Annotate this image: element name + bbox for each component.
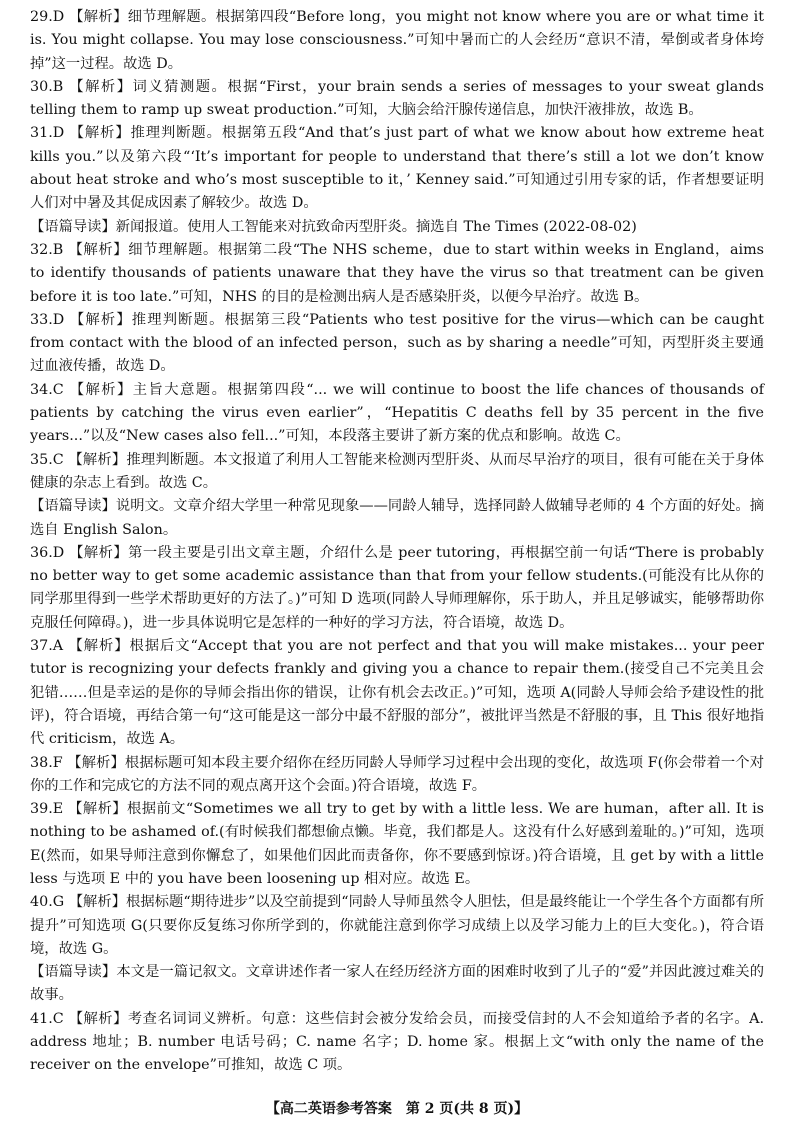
answer-31: 31.D 【解析】推理判断题。根据第五段“And that’s just part of what we know about how extreme heat kills you.”以及第六段“‘It’s important for people to understand that there’s still a lot we don’t know about heat stroke and who’s most susceptible to it，’ Kenney said.”可知通过引用专家的话，作者想要证明人们对中暑及其促成因素了解较少。故选 D。 bbox=[30, 125, 764, 212]
answer-38: 38.F 【解析】根据标题可知本段主要介绍你在经历同龄人导师学习过程中会出现的变化，故选项 F(你会带着一个对你的工作和完成它的方法不同的观点离开这个会面。)符合语境，故选 F。 bbox=[30, 754, 764, 794]
answer-40: 40.G 【解析】根据标题“期待进步”以及空前提到“同龄人导师虽然令人胆怯，但是最终能让一个学生各个方面都有所提升”可知选项 G(只要你反复练习你所学到的，你就能注意到你学习成绩上以及学习能力上的巨大变化。)，符合语境，故选 G。 bbox=[30, 894, 764, 957]
answer-37: 37.A 【解析】根据后文“Accept that you are not perfect and that you will make mistakes... your peer tutor is recognizing your defects frankly and giving you a chance to repair them.(接受自己不完美且会犯错……但是幸运的是你的导师会指出你的错误，让你有机会去改正。)”可知，选项 A(同龄人导师会给予建设性的批评)，符合语境，再结合第一句“这可能是这一部分中最不舒服的部分”，被批评当然是不舒服的事，且 This 很好地指代 criticism，故选 A。 bbox=[30, 638, 764, 748]
passage-guide-times: 【语篇导读】新闻报道。使用人工智能来对抗致命丙型肝炎。摘选自 The Times (2022-08-02) bbox=[30, 218, 637, 235]
answer-29: 29.D 【解析】细节理解题。根据第四段“Before long，you might not know where you are or what time it is. You might collapse. You may lose consciousness.”可知中暑而亡的人会经历“意识不清，晕倒或者身体垮掉”这一过程。故选 D。 bbox=[30, 9, 764, 72]
answer-39: 39.E 【解析】根据前文“Sometimes we all try to get by with a little less. We are human，after all. It is nothing to be ashamed of.(有时候我们都想偷点懒。毕竟，我们都是人。这没有什么好感到羞耻的。)”可知，选项 E(然而，如果导师注意到你懈怠了，如果他们因此而责备你，你不要感到惊讶。)符合语境，且 get by with a little less 与选项 E 中的 you have been loosening up 相对应。故选 E。 bbox=[30, 801, 764, 887]
answer-41: 41.C 【解析】考查名词词义辨析。句意：这些信封会被分发给会员，而接受信封的人不会知道给予者的名字。A. address 地址；B. number 电话号码；C. name 名字；D. home 家。根据上文“with only the name of the receiver on the envelope”可推知，故选 C 项。 bbox=[30, 1010, 764, 1074]
page-footer: 【高二英语参考答案 第 2 页(共 8 页)】 bbox=[265, 1101, 529, 1117]
answer-30: 30.B 【解析】词义猜测题。根据“First，your brain sends a series of messages to your sweat glands telling them to ramp up sweat production.”可知，大脑会给汗腺传递信息，加快汗液排放，故选 B。 bbox=[30, 78, 764, 119]
answer-33: 33.D 【解析】推理判断题。根据第三段“Patients who test positive for the virus—which can be caught from contact with the blood of an infected person，such as by sharing a needle”可知，丙型肝炎主要通过血液传播，故选 D。 bbox=[30, 311, 764, 375]
answer-36: 36.D 【解析】第一段主要是引出文章主题，介绍什么是 peer tutoring，再根据空前一句话“There is probably no better way to get some academic assistance than that from your fellow students.(可能没有比从你的同学那里得到一些学术帮助更好的方法了。)”可知 D 选项(同龄人导师理解你，乐于助人，并且足够诚实，能够帮助你克服任何障碍。)，进一步具体说明它是怎样的一种好的学习方法，符合语境，故选 D。 bbox=[30, 544, 764, 631]
passage-guide-english-salon: 【语篇导读】说明文。文章介绍大学里一种常见现象——同龄人辅导，选择同龄人做辅导老师的 4 个方面的好处。摘选自 English Salon。 bbox=[30, 498, 764, 538]
passage-guide-narrative: 【语篇导读】本文是一篇记叙文。文章讲述作者一家人在经历经济方面的困难时收到了儿子的“爱”并因此渡过难关的故事。 bbox=[30, 964, 764, 1004]
answer-34: 34.C 【解析】主旨大意题。根据第四段“... we will continue to boost the life chances of thousands of patients by catching the virus even earlier”，“Hepatitis C deaths fell by 35 percent in the five years...”以及“New cases also fell...”可知，本段落主要讲了新方案的优点和影响。故选 C。 bbox=[30, 381, 764, 445]
answer-32: 32.B 【解析】细节理解题。根据第二段“The NHS scheme，due to start within weeks in England，aims to identify thousands of patients unaware that they have the virus so that treatment can be given before it is too late.”可知，NHS 的目的是检测出病人是否感染肝炎，以便今早治疗。故选 B。 bbox=[30, 241, 764, 305]
answer-key-body bbox=[30, 6, 764, 1078]
answer-35: 35.C 【解析】推理判断题。本文报道了利用人工智能来检测丙型肝炎、从而尽早治疗的项目，很有可能在关于身体健康的杂志上看到。故选 C。 bbox=[30, 451, 764, 491]
